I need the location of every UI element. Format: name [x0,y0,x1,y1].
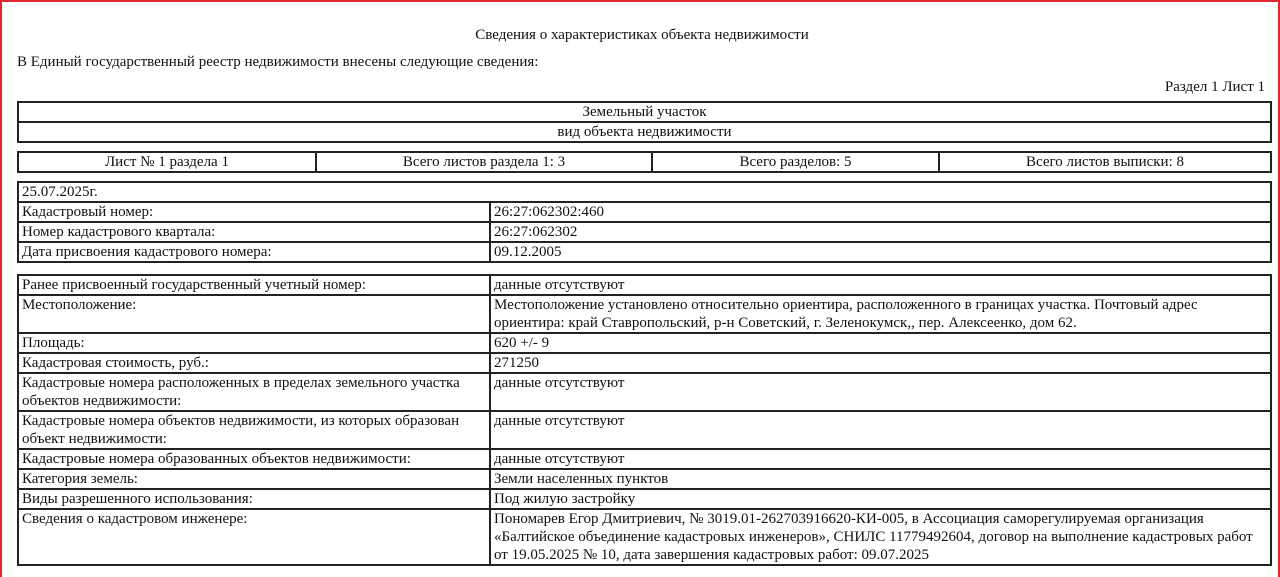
row-value: Под жилую застройку [490,489,1271,509]
object-type-table [17,101,1272,143]
table-row [18,373,1271,411]
row-label: Сведения о кадастровом инженере: [18,509,490,565]
row-label: Кадастровые номера образованных объектов недвижимости: [18,449,490,469]
row-value: 26:27:062302 [490,222,1271,242]
row-label: Номер кадастрового квартала: [18,222,490,242]
table-row [18,489,1271,509]
extract-date: 25.07.2025г. [18,182,1271,202]
table-row [18,469,1271,489]
row-value: 26:27:062302:460 [490,202,1271,222]
sheet-number: Лист № 1 раздела 1 [18,152,316,172]
table-row [18,295,1271,333]
object-kind-label: вид объекта недвижимости [18,122,1271,142]
object-name: Земельный участок [18,102,1271,122]
table-row [18,242,1271,262]
sections-total: Всего разделов: 5 [652,152,939,172]
section-sheets-total: Всего листов раздела 1: 3 [316,152,652,172]
details-table [17,274,1272,566]
document-title: Сведения о характеристиках объекта недвижимости [475,27,809,43]
row-value: данные отсутствуют [490,275,1271,295]
table-row [18,275,1271,295]
row-label: Дата присвоения кадастрового номера: [18,242,490,262]
row-label: Местоположение: [18,295,490,333]
row-label: Виды разрешенного использования: [18,489,490,509]
row-value: 271250 [490,353,1271,373]
row-label: Площадь: [18,333,490,353]
table-row [18,333,1271,353]
row-label: Кадастровые номера объектов недвижимости, из которых образован объект недвижимости: [18,411,490,449]
extract-sheets-total: Всего листов выписки: 8 [939,152,1271,172]
row-value: 09.12.2005 [490,242,1271,262]
intro-text: В Единый государственный реестр недвижимости внесены следующие сведения: [17,54,539,70]
main-info-table [17,181,1272,263]
table-row [18,449,1271,469]
row-label: Кадастровая стоимость, руб.: [18,353,490,373]
row-value: данные отсутствуют [490,411,1271,449]
row-label: Категория земель: [18,469,490,489]
table-row [18,222,1271,242]
row-label: Кадастровый номер: [18,202,490,222]
sheets-table [17,151,1272,173]
table-row [18,353,1271,373]
row-value: Пономарев Егор Дмитриевич, № 3019.01-262703916620-КИ-005, в Ассоциация саморегулируемая организация «Балтийское объединение кадастровых инженеров», СНИЛС 11779492604, договор на выполнение кадастровых работ от 19.05.2025 № 10, дата завершения кадастровых работ: 09.07.2025 [490,509,1271,565]
table-row [18,509,1271,565]
row-value: Местоположение установлено относительно ориентира, расположенного в границах участка. Почтовый адрес ориентира: край Ставропольский, р-н Советский, г. Зеленокумск,, пер. Алексеенко, дом 62. [490,295,1271,333]
row-value: данные отсутствуют [490,449,1271,469]
table-row [18,411,1271,449]
section-label: Раздел 1 Лист 1 [1164,79,1265,95]
row-value: 620 +/- 9 [490,333,1271,353]
row-label: Ранее присвоенный государственный учетный номер: [18,275,490,295]
row-label: Кадастровые номера расположенных в пределах земельного участка объектов недвижимости: [18,373,490,411]
row-value: данные отсутствуют [490,373,1271,411]
row-value: Земли населенных пунктов [490,469,1271,489]
table-row [18,202,1271,222]
